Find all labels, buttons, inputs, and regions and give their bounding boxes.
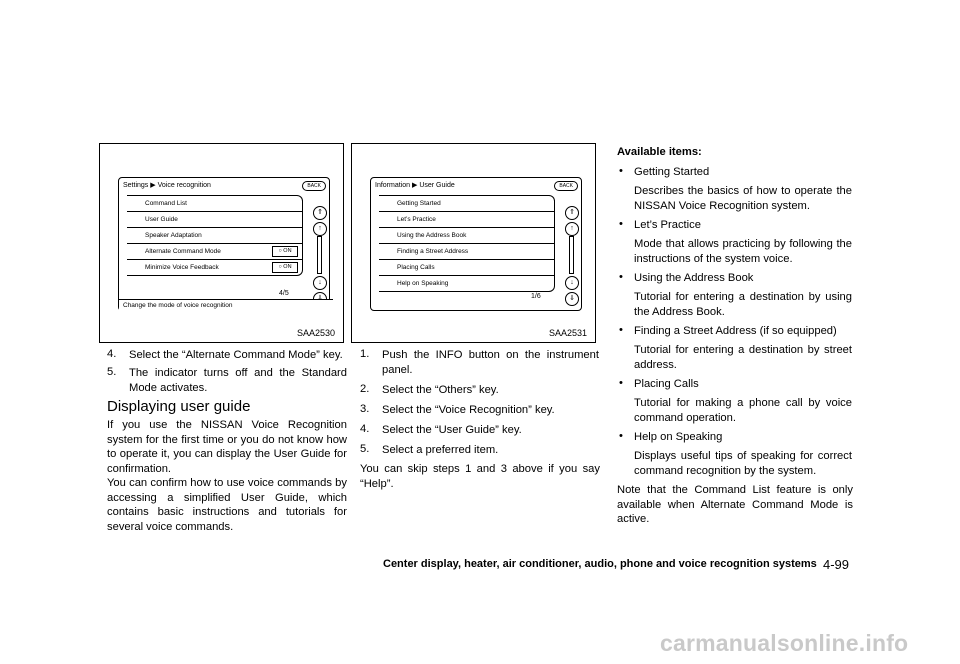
step-text: Select the “User Guide” key. (382, 424, 522, 436)
section-footer: Center display, heater, air conditioner, audio, phone and voice recognition systems (383, 558, 817, 570)
item-description: Mode that allows practicing by following the instructions of the system voice. (634, 238, 852, 265)
toggle-indicator: ○ ON (272, 246, 298, 257)
section-heading: Available items: (617, 146, 702, 158)
step-number: 1. (360, 348, 370, 360)
item-title: Using the Address Book (634, 272, 754, 284)
screen-frame (118, 177, 330, 311)
toggle-indicator: ○ ON (272, 262, 298, 273)
watermark: carmanualsonline.info (660, 630, 909, 656)
item-description: Tutorial for entering a destination by street address. (634, 344, 852, 371)
bullet: • (619, 324, 623, 336)
step-text: Select the “Alternate Command Mode” key. (129, 349, 343, 361)
breadcrumb-arrow-icon: ▶ (150, 182, 156, 189)
page-indicator: 4/5 (279, 290, 289, 297)
page-indicator: 1/6 (531, 293, 541, 300)
step-number: 3. (360, 403, 370, 415)
scrollbar[interactable] (317, 236, 322, 274)
list-item[interactable]: Finding a Street Address (379, 244, 554, 260)
step-text: Select the “Voice Recognition” key. (382, 404, 555, 416)
page-up-icon[interactable]: ⇑ (565, 206, 579, 220)
item-description: Tutorial for making a phone call by voice command operation. (634, 397, 852, 424)
step-number: 4. (107, 348, 117, 360)
bullet: • (619, 165, 623, 177)
list-item[interactable]: Command List (127, 196, 302, 212)
bullet: • (619, 218, 623, 230)
scrollbar[interactable] (569, 236, 574, 274)
back-button[interactable]: BACK (302, 181, 326, 191)
item-description: Describes the basics of how to operate the NISSAN Voice Recognition system. (634, 185, 852, 212)
scroll-up-icon[interactable]: ↑ (313, 222, 327, 236)
item-title: Finding a Street Address (if so equipped) (634, 325, 837, 337)
menu-list (127, 195, 303, 276)
list-item[interactable]: User Guide (127, 212, 302, 228)
scroll-control (312, 206, 326, 306)
bullet: • (619, 430, 623, 442)
page-up-icon[interactable]: ⇑ (313, 206, 327, 220)
figure-code: SAA2531 (548, 328, 587, 338)
item-title: Placing Calls (634, 378, 699, 390)
back-button[interactable]: BACK (554, 181, 578, 191)
figure-code: SAA2530 (296, 328, 335, 338)
scroll-control (564, 206, 578, 306)
step-text: Select the “Others” key. (382, 384, 499, 396)
item-title: Getting Started (634, 166, 710, 178)
screen-frame (370, 177, 582, 311)
list-item[interactable]: Getting Started (379, 196, 554, 212)
step-number: 5. (360, 443, 370, 455)
scroll-down-icon[interactable]: ↓ (313, 276, 327, 290)
step-number: 5. (107, 366, 117, 378)
list-item[interactable]: Help on Speaking (397, 280, 449, 287)
scroll-down-icon[interactable]: ↓ (565, 276, 579, 290)
step-text: Push the INFO button on the instrument panel. (382, 349, 599, 376)
list-item[interactable]: Let’s Practice (379, 212, 554, 228)
section-heading: Displaying user guide (107, 398, 251, 415)
item-description: Tutorial for entering a destination by using the Address Book. (634, 291, 852, 318)
step-text: Select a preferred item. (382, 444, 499, 456)
screen-title: Information ▶ User Guide (375, 182, 455, 189)
scroll-up-icon[interactable]: ↑ (565, 222, 579, 236)
bullet: • (619, 377, 623, 389)
paragraph: You can skip steps 1 and 3 above if you say “Help”. (360, 463, 600, 490)
list-item[interactable]: Speaker Adaptation (127, 228, 302, 244)
step-number: 4. (360, 423, 370, 435)
figure-settings-voice-recognition (99, 143, 344, 343)
list-item[interactable]: Alternate Command Mode ○ ON (127, 244, 302, 260)
bullet: • (619, 271, 623, 283)
step-text: The indicator turns off and the Standard Mode activates. (129, 367, 347, 394)
item-title: Help on Speaking (634, 431, 723, 443)
item-title: Let’s Practice (634, 219, 701, 231)
menu-list (379, 195, 555, 292)
step-number: 2. (360, 383, 370, 395)
figure-information-user-guide (351, 143, 596, 343)
screen-title: Settings ▶ Voice recognition (123, 182, 211, 189)
list-item[interactable]: Using the Address Book (379, 228, 554, 244)
list-item[interactable]: Placing Calls (379, 260, 554, 276)
breadcrumb-arrow-icon: ▶ (411, 182, 418, 189)
paragraph: Note that the Command List feature is only available when Alternate Command Mode is active. (617, 484, 853, 525)
status-bar: Change the mode of voice recognition (119, 299, 333, 311)
paragraph: If you use the NISSAN Voice Recognition system for the first time or you do not know how to operate it, you can display the User Guide for confirmation. (107, 419, 347, 475)
page-number: 4-99 (823, 557, 850, 572)
item-description: Displays useful tips of speaking for correct command recognition by the system. (634, 450, 852, 477)
paragraph: You can confirm how to use voice commands by accessing a simplified User Guide, which contains basic instructions and tutorials for several voice commands. (107, 477, 347, 533)
page-down-icon[interactable]: ⇓ (565, 292, 579, 306)
list-item[interactable]: Minimize Voice Feedback ○ ON (127, 260, 302, 275)
